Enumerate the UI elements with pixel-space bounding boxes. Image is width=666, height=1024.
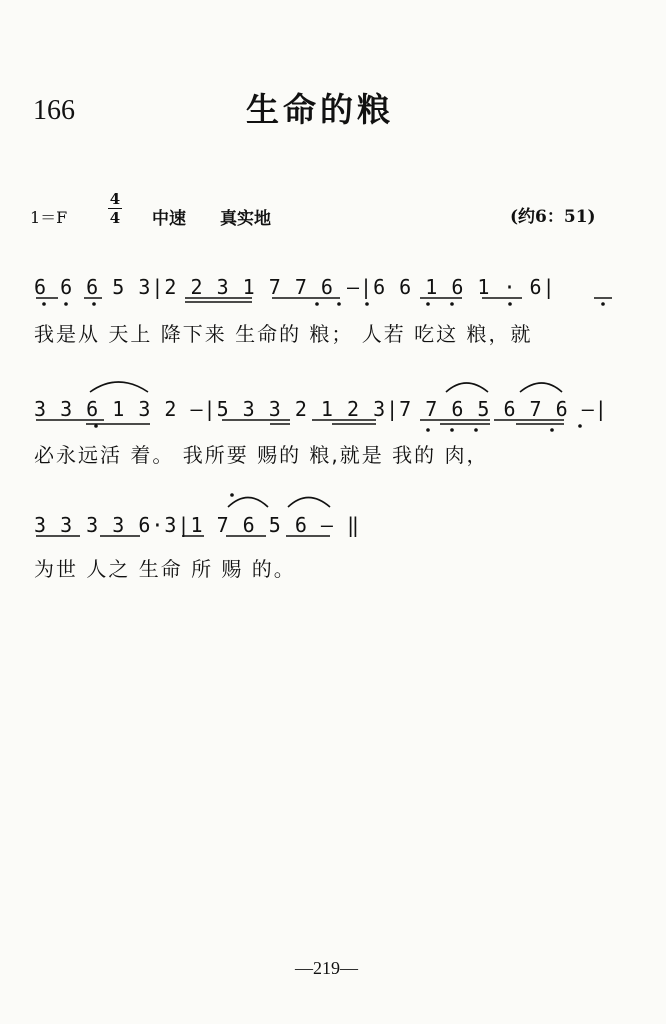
scripture-reference: (约6：51) — [510, 207, 596, 227]
notation-line-2: 3 3 6 1 3 2 –|5 3 3 2 1 2 3|7 7 6 5 6 7 6 –| — [34, 397, 608, 421]
beam-lines-1 — [36, 298, 612, 302]
lyrics-line-1: 我是从 天上 降下来 生命的 粮； 人若 吃这 粮，就 — [34, 322, 533, 346]
lyrics-line-2: 必永远活 着。 我所要 赐的 粮,就是 我的 肉， — [34, 443, 489, 467]
slur-marks — [90, 382, 562, 507]
time-signature-top: 4 — [109, 190, 121, 208]
key-signature: 1＝F — [30, 208, 68, 227]
time-signature-bottom: 4 — [109, 209, 121, 227]
page-title: 生命的粮 — [246, 90, 394, 129]
hymn-number: 166 — [33, 95, 75, 126]
notation-line-1: 6 6 6 5 3|2 2 3 1 7 7 6 –|6 6 1 6 1 · 6| — [34, 275, 556, 299]
expression-marking: 真实地 — [220, 209, 271, 229]
tempo-marking: 中速 — [152, 209, 186, 229]
notation-line-3: 3 3 3 3 6·3|1 7 6 5 6 – ‖ — [34, 513, 361, 537]
octave-dots — [42, 302, 605, 497]
lyrics-line-3: 为世 人之 生命 所 赐 的。 — [34, 557, 296, 581]
beam-lines-2 — [36, 420, 564, 424]
page-number: —219— — [295, 958, 358, 978]
